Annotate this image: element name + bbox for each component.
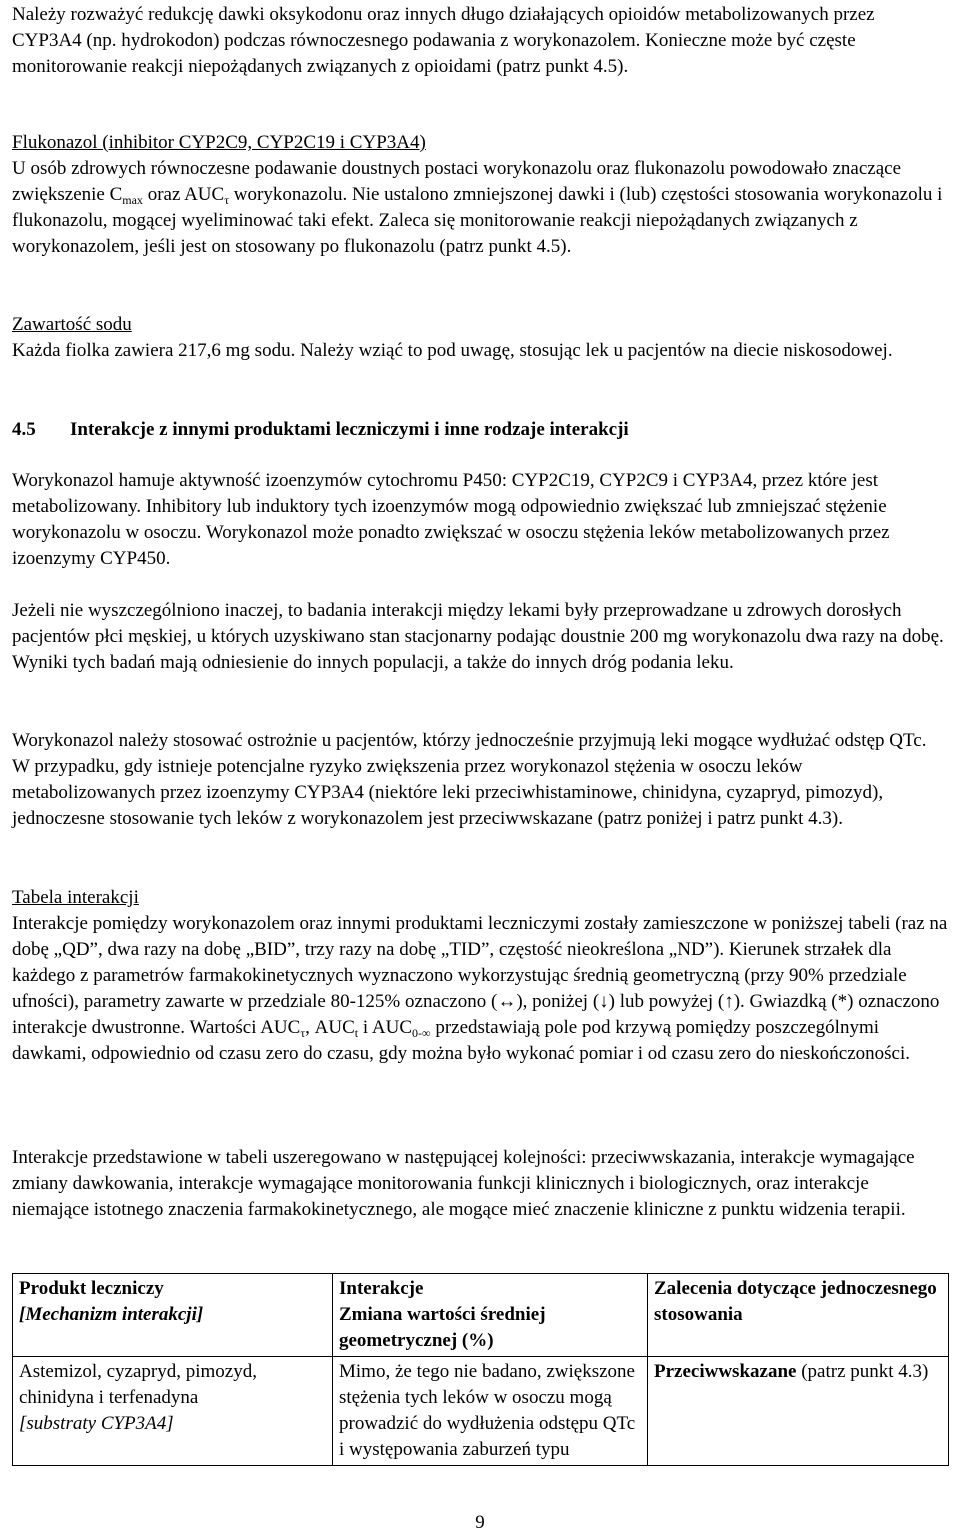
fluconazole-section — [12, 130, 948, 260]
recommendation-cell: Przeciwwskazane (patrz punkt 4.3) — [648, 1357, 949, 1466]
intro-paragraph: Należy rozważyć redukcję dawki oksykodonu oraz innych długo działających opioidów metabolizowanych przez CYP3A4 (np. hydrokodon) podczas równoczesnego podawania z worykonazolem. Konieczne może być częste monitorowanie reakcji niepożądanych związanych z opioidami (patrz punkt 4.5). — [12, 4, 875, 77]
drug-cell: Astemizol, cyzapryd, pimozyd, chinidyna i terfenadyna [substraty CYP3A4] — [13, 1357, 333, 1466]
section-title: Interakcje z innymi produktami leczniczymi i inne rodzaje interakcji — [70, 419, 629, 440]
table-intro-title: Tabela interakcji — [12, 887, 139, 908]
tau-subscript: τ — [224, 193, 230, 207]
page-number: 9 — [475, 1512, 485, 1533]
sodium-paragraph: Każda fiolka zawiera 217,6 mg sodu. Należy wziąć to pod uwagę, stosując lek u pacjentów na diecie niskosodowej. — [12, 340, 893, 361]
sodium-title: Zawartość sodu — [12, 314, 132, 335]
study-conditions-paragraph: Jeżeli nie wyszczególniono inaczej, to badania interakcji między lekami były przeprowadzane u zdrowych dorosłych pacjentów płci męskiej, u których uzyskiwano stan stacjonarny podając doustnie 200 mg worykonazolu dwa razy na dobę. Wyniki tych badań mają odniesienie do innych populacji, a także do innych dróg podania leku. — [12, 600, 944, 673]
section-heading — [12, 417, 948, 443]
header-drug-cell: Produkt leczniczy [Mechanizm interakcji] — [13, 1274, 333, 1357]
table-row — [13, 1357, 949, 1466]
sodium-section — [12, 312, 948, 364]
qtc-paragraph: Worykonazol należy stosować ostrożnie u pacjentów, którzy jednocześnie przyjmują leki mogące wydłużać odstęp QTc. W przypadku, gdy istnieje potencjalne ryzyko zwiększenia przez worykonazol stężenia w osoczu leków metabolizowanych przez izoenzymy CYP3A4 (niektóre leki przeciwhistaminowe, chinidyna, cyzapryd, pimozyd), jednoczesne stosowanie tych leków z worykonazolem jest przeciwwskazane (patrz poniżej i patrz punkt 4.3). — [12, 730, 927, 829]
section-number: 4.5 — [12, 419, 36, 440]
fluconazole-title: Flukonazol (inhibitor CYP2C9, CYP2C19 i CYP3A4) — [12, 132, 426, 153]
interaction-table — [12, 1273, 949, 1466]
cmax-subscript: max — [122, 193, 143, 207]
metabolism-paragraph: Worykonazol hamuje aktywność izoenzymów cytochromu P450: CYP2C19, CYP2C9 i CYP3A4, przez które jest metabolizowany. Inhibitory lub induktory tych izoenzymów mogą odpowiednio zwiększać lub zmniejszać stężenie worykonazolu w osoczu. Worykonazol może ponadto zwiększać w osoczu stężenia leków metabolizowanych przez izoenzymy CYP450. — [12, 470, 890, 569]
header-recommendation-cell: Zalecenia dotyczące jednoczesnego stosowania — [648, 1274, 949, 1357]
table-intro-paragraph: Interakcje pomiędzy worykonazolem oraz innymi produktami leczniczymi zostały zamieszczone w poniższej tabeli (raz na dobę „QD”, dwa razy na dobę „BID”, trzy razy na dobę „TID”, częstość nieokreślona „ND”). Kierunek strzałek dla każdego z parametrów farmakokinetycznych wyznaczono wykorzystując średnią geometryczną (przy 90% przedziale ufności), parametry zawarte w przedziale 80-125% oznaczono (↔), poniżej (↓) lub powyżej (↑). Gwiazdką (*) oznaczono interakcje dwustronne. Wartości $AUC_\tau$, $AUC_t$ i $AUC_{0-\infty}$ przedstawiają pole pod krzywą pomiędzy poszczególnymi dawkami, odpowiednio od czasu zero do czasu, gdy można było wykonać pomiar i od czasu zero do nieskończoności. — [12, 913, 948, 1064]
header-interaction-cell: Interakcje Zmiana wartości średniej geometrycznej (%) — [333, 1274, 648, 1357]
interaction-cell: Mimo, że tego nie badano, zwiększone stężenia tych leków w osoczu mogą prowadzić do wydłużenia odstępu QTc i występowania zaburzeń typu — [333, 1357, 648, 1466]
fluconazole-paragraph: U osób zdrowych równoczesne podawanie doustnych postaci worykonazolu oraz flukonazolu powodowało znaczące zwiększenie $C_{max}$ oraz $AUC_\tau$ worykonazolu. Nie ustalono zmniejszonej dawki i (lub) częstości stosowania worykonazolu i flukonazolu, mogącej wyeliminować taki efekt. Zaleca się monitorowanie reakcji niepożądanych związanych z worykonazolem, jeśli jest on stosowany po flukonazolu (patrz punkt 4.5). — [12, 158, 943, 257]
order-paragraph: Interakcje przedstawione w tabeli uszeregowano w następującej kolejności: przeciwwskazania, interakcje wymagające zmiany dawkowania, interakcje wymagające monitorowania funkcji klinicznych i biologicznych, oraz interakcje niemające istotnego znaczenia farmakokinetycznego, ale mogące mieć znaczenie kliniczne z punktu widzenia terapii. — [12, 1147, 915, 1220]
table-header-row — [13, 1274, 949, 1357]
table-intro-section — [12, 885, 948, 1067]
